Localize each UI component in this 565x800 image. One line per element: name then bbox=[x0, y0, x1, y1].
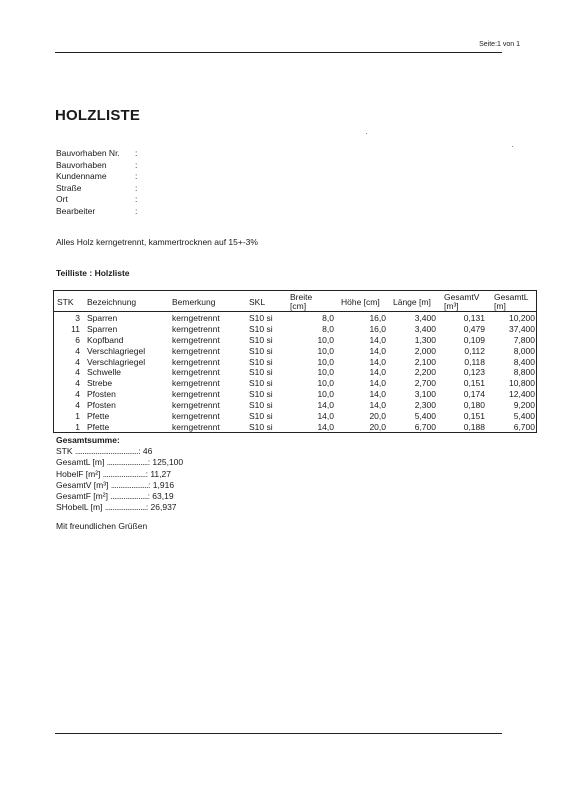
meta-label: Straße bbox=[56, 182, 82, 193]
meta-label: Bauvorhaben bbox=[56, 159, 107, 170]
cell-hoehe: 20,0 bbox=[369, 411, 386, 422]
cell-bemerkung: kerngetrennt bbox=[172, 389, 220, 400]
total-label: GesamtL [m] bbox=[56, 457, 105, 468]
total-label: STK bbox=[56, 446, 73, 456]
cell-bezeichnung: Verschlagriegel bbox=[87, 356, 146, 367]
table-row bbox=[54, 422, 536, 433]
meta-row bbox=[56, 148, 137, 160]
cell-breite: 10,0 bbox=[317, 356, 334, 367]
cell-bezeichnung: Pfette bbox=[87, 421, 110, 432]
cell-laenge: 3,400 bbox=[414, 313, 436, 323]
cell-gesamtl: 10,200 bbox=[509, 313, 535, 323]
cell-laenge: 2,000 bbox=[414, 345, 436, 356]
cell-gesamtl: 9,200 bbox=[513, 400, 535, 411]
total-row bbox=[56, 491, 183, 502]
cell-gesamtv: 0,180 bbox=[463, 400, 485, 411]
cell-skl: S10 si bbox=[249, 389, 273, 400]
cell-hoehe: 14,0 bbox=[369, 367, 386, 378]
cell-breite: 10,0 bbox=[317, 389, 334, 400]
col-header-breite: Breite bbox=[290, 292, 313, 302]
table-row bbox=[54, 324, 536, 335]
document-title: HOLZLISTE bbox=[55, 107, 141, 124]
table-row bbox=[54, 400, 536, 411]
cell-stk: 4 bbox=[75, 378, 80, 389]
cell-skl: S10 si bbox=[249, 400, 273, 411]
cell-hoehe: 16,0 bbox=[369, 313, 386, 323]
total-row bbox=[56, 457, 183, 468]
table-row bbox=[54, 357, 536, 368]
total-label: HobelF [m²] bbox=[56, 468, 101, 479]
cell-gesamtl: 12,400 bbox=[509, 389, 535, 400]
meta-label: Ort bbox=[56, 194, 68, 204]
cell-laenge: 1,300 bbox=[414, 334, 436, 345]
meta-separator: : bbox=[135, 182, 138, 193]
cell-gesamtv: 0,131 bbox=[463, 313, 485, 323]
cell-stk: 4 bbox=[75, 345, 80, 356]
cell-hoehe: 14,0 bbox=[369, 345, 386, 356]
cell-gesamtl: 7,800 bbox=[513, 334, 535, 345]
wood-note: Alles Holz kerngetrennt, kammertrocknen auf 15+-3% bbox=[56, 237, 258, 247]
cell-breite: 14,0 bbox=[317, 411, 334, 422]
total-row bbox=[56, 502, 183, 513]
cell-breite: 10,0 bbox=[317, 345, 334, 356]
cell-hoehe: 14,0 bbox=[369, 389, 386, 400]
cell-bezeichnung: Pfosten bbox=[87, 389, 116, 400]
cell-breite: 10,0 bbox=[317, 367, 334, 378]
cell-skl: S10 si bbox=[249, 356, 273, 367]
cell-gesamtv: 0,151 bbox=[463, 411, 485, 422]
cell-laenge: 2,200 bbox=[414, 367, 436, 378]
cell-laenge: 3,400 bbox=[414, 323, 436, 334]
scan-speck bbox=[512, 146, 513, 147]
cell-stk: 3 bbox=[75, 313, 80, 323]
cell-gesamtv: 0,109 bbox=[463, 334, 485, 345]
cell-gesamtv: 0,174 bbox=[463, 389, 485, 400]
total-label: GesamtV [m³] bbox=[56, 479, 109, 490]
cell-bemerkung: kerngetrennt bbox=[172, 323, 220, 334]
cell-skl: S10 si bbox=[249, 421, 273, 432]
cell-gesamtv: 0,151 bbox=[463, 378, 485, 389]
total-dots: ...................... bbox=[106, 457, 148, 468]
cell-bemerkung: kerngetrennt bbox=[172, 378, 220, 389]
total-value: : 63,19 bbox=[147, 491, 174, 502]
meta-row bbox=[56, 171, 137, 183]
meta-row bbox=[56, 194, 137, 206]
cell-bemerkung: kerngetrennt bbox=[172, 421, 220, 432]
cell-bemerkung: kerngetrennt bbox=[172, 400, 220, 411]
col-header-hoehe: Höhe [cm] bbox=[341, 297, 380, 307]
cell-gesamtl: 10,800 bbox=[509, 378, 535, 389]
totals-list bbox=[56, 446, 183, 514]
cell-skl: S10 si bbox=[249, 313, 273, 323]
cell-gesamtv: 0,188 bbox=[463, 421, 485, 432]
cell-gesamtl: 37,400 bbox=[509, 323, 535, 334]
meta-label: Bearbeiter bbox=[56, 205, 96, 216]
wood-table bbox=[53, 290, 537, 433]
cell-hoehe: 14,0 bbox=[369, 400, 386, 411]
cell-skl: S10 si bbox=[249, 345, 273, 356]
cell-gesamtl: 8,000 bbox=[513, 345, 535, 356]
meta-row bbox=[56, 183, 137, 195]
table-row bbox=[54, 411, 536, 422]
cell-breite: 14,0 bbox=[317, 421, 334, 432]
cell-bezeichnung: Pfosten bbox=[87, 400, 116, 411]
table-row bbox=[54, 335, 536, 346]
cell-stk: 4 bbox=[75, 356, 80, 367]
meta-separator: : bbox=[135, 194, 138, 204]
total-dots: ...................... bbox=[104, 502, 146, 513]
table-row bbox=[54, 346, 536, 357]
cell-laenge: 6,700 bbox=[414, 421, 436, 432]
total-label: GesamtF [m²] bbox=[56, 491, 108, 502]
cell-bezeichnung: Strebe bbox=[87, 378, 113, 389]
cell-stk: 6 bbox=[75, 334, 80, 345]
cell-laenge: 2,100 bbox=[414, 356, 436, 367]
cell-bezeichnung: Verschlagriegel bbox=[87, 345, 146, 356]
col-header-gesamtv: GesamtV bbox=[444, 292, 480, 302]
col-header-gesamtl: GesamtL bbox=[494, 292, 529, 302]
cell-bemerkung: kerngetrennt bbox=[172, 356, 220, 367]
cell-gesamtl: 8,800 bbox=[513, 367, 535, 378]
cell-hoehe: 14,0 bbox=[369, 378, 386, 389]
total-value: : 125,100 bbox=[147, 457, 184, 468]
cell-stk: 4 bbox=[75, 367, 80, 378]
col-header-gesamtl-unit: [m] bbox=[494, 301, 506, 311]
cell-breite: 8,0 bbox=[322, 323, 334, 334]
meta-label: Bauvorhaben Nr. bbox=[56, 148, 120, 158]
cell-bemerkung: kerngetrennt bbox=[172, 367, 220, 378]
cell-skl: S10 si bbox=[249, 323, 273, 334]
total-row bbox=[56, 469, 183, 480]
col-header-breite-unit: [cm] bbox=[290, 301, 307, 311]
scan-speck bbox=[366, 133, 367, 134]
meta-separator: : bbox=[135, 159, 138, 170]
cell-skl: S10 si bbox=[249, 378, 273, 389]
cell-bezeichnung: Schwelle bbox=[87, 367, 122, 378]
col-header-stk: STK bbox=[57, 297, 74, 307]
cell-hoehe: 14,0 bbox=[369, 334, 386, 345]
total-row bbox=[56, 446, 183, 457]
total-value: : 1,916 bbox=[148, 479, 175, 490]
col-header-skl: SKL bbox=[249, 297, 266, 307]
cell-skl: S10 si bbox=[249, 367, 273, 378]
cell-skl: S10 si bbox=[249, 411, 273, 422]
table-row bbox=[54, 389, 536, 400]
total-value: : 46 bbox=[138, 446, 153, 456]
cell-laenge: 3,100 bbox=[414, 389, 436, 400]
cell-gesamtl: 8,400 bbox=[513, 356, 535, 367]
footer-rule bbox=[55, 733, 502, 734]
total-dots: ....................... bbox=[102, 468, 146, 479]
cell-stk: 4 bbox=[75, 400, 80, 411]
cell-bezeichnung: Pfette bbox=[87, 411, 110, 422]
total-value: : 11,27 bbox=[145, 468, 171, 479]
cell-bemerkung: kerngetrennt bbox=[172, 345, 220, 356]
cell-stk: 1 bbox=[75, 421, 80, 432]
cell-gesamtl: 6,700 bbox=[513, 421, 535, 432]
cell-laenge: 5,400 bbox=[414, 411, 436, 422]
project-meta bbox=[56, 148, 137, 217]
cell-gesamtl: 5,400 bbox=[513, 411, 535, 422]
cell-gesamtv: 0,118 bbox=[464, 356, 485, 367]
cell-hoehe: 16,0 bbox=[369, 323, 386, 334]
cell-bezeichnung: Sparren bbox=[87, 323, 118, 334]
meta-separator: : bbox=[135, 171, 138, 181]
col-header-bemerkung: Bemerkung bbox=[172, 297, 216, 307]
totals-heading: Gesamtsumme: bbox=[56, 435, 120, 445]
total-dots: .................... bbox=[110, 491, 148, 502]
cell-skl: S10 si bbox=[249, 334, 273, 345]
meta-row bbox=[56, 206, 137, 218]
total-value: : 26,937 bbox=[145, 502, 177, 513]
total-dots: .................... bbox=[110, 479, 149, 490]
cell-breite: 14,0 bbox=[317, 400, 334, 411]
table-row bbox=[54, 367, 536, 378]
cell-bezeichnung: Kopfband bbox=[87, 334, 124, 345]
cell-stk: 11 bbox=[71, 323, 80, 334]
sublist-title: Teilliste : Holzliste bbox=[56, 268, 130, 278]
cell-stk: 1 bbox=[75, 411, 80, 422]
table-body bbox=[54, 313, 536, 433]
meta-label: Kundenname bbox=[56, 171, 107, 181]
cell-stk: 4 bbox=[75, 389, 80, 400]
total-label: SHobelL [m] bbox=[56, 502, 103, 513]
total-dots: .................................. bbox=[74, 446, 139, 456]
cell-breite: 8,0 bbox=[322, 313, 334, 323]
cell-bemerkung: kerngetrennt bbox=[172, 334, 220, 345]
cell-gesamtv: 0,112 bbox=[464, 345, 485, 356]
meta-row bbox=[56, 160, 137, 172]
col-header-laenge: Länge [m] bbox=[393, 297, 431, 307]
header-divider bbox=[54, 311, 536, 312]
total-row bbox=[56, 480, 183, 491]
cell-bemerkung: kerngetrennt bbox=[172, 411, 220, 422]
closing-greeting: Mit freundlichen Grüßen bbox=[56, 521, 148, 531]
cell-hoehe: 20,0 bbox=[369, 421, 386, 432]
header-rule bbox=[55, 52, 502, 53]
cell-bemerkung: kerngetrennt bbox=[172, 313, 220, 323]
cell-breite: 10,0 bbox=[317, 334, 334, 345]
page-number: Seite:1 von 1 bbox=[479, 41, 520, 48]
cell-breite: 10,0 bbox=[317, 378, 334, 389]
cell-gesamtv: 0,123 bbox=[463, 367, 485, 378]
cell-bezeichnung: Sparren bbox=[87, 313, 118, 323]
cell-laenge: 2,700 bbox=[414, 378, 436, 389]
meta-separator: : bbox=[135, 205, 138, 216]
cell-gesamtv: 0,479 bbox=[463, 323, 485, 334]
meta-separator: : bbox=[135, 148, 138, 158]
col-header-bezeichnung: Bezeichnung bbox=[87, 297, 137, 307]
cell-laenge: 2,300 bbox=[414, 400, 436, 411]
col-header-gesamtv-unit: [m³] bbox=[444, 301, 459, 311]
cell-hoehe: 14,0 bbox=[369, 356, 386, 367]
table-row bbox=[54, 378, 536, 389]
table-row bbox=[54, 313, 536, 324]
